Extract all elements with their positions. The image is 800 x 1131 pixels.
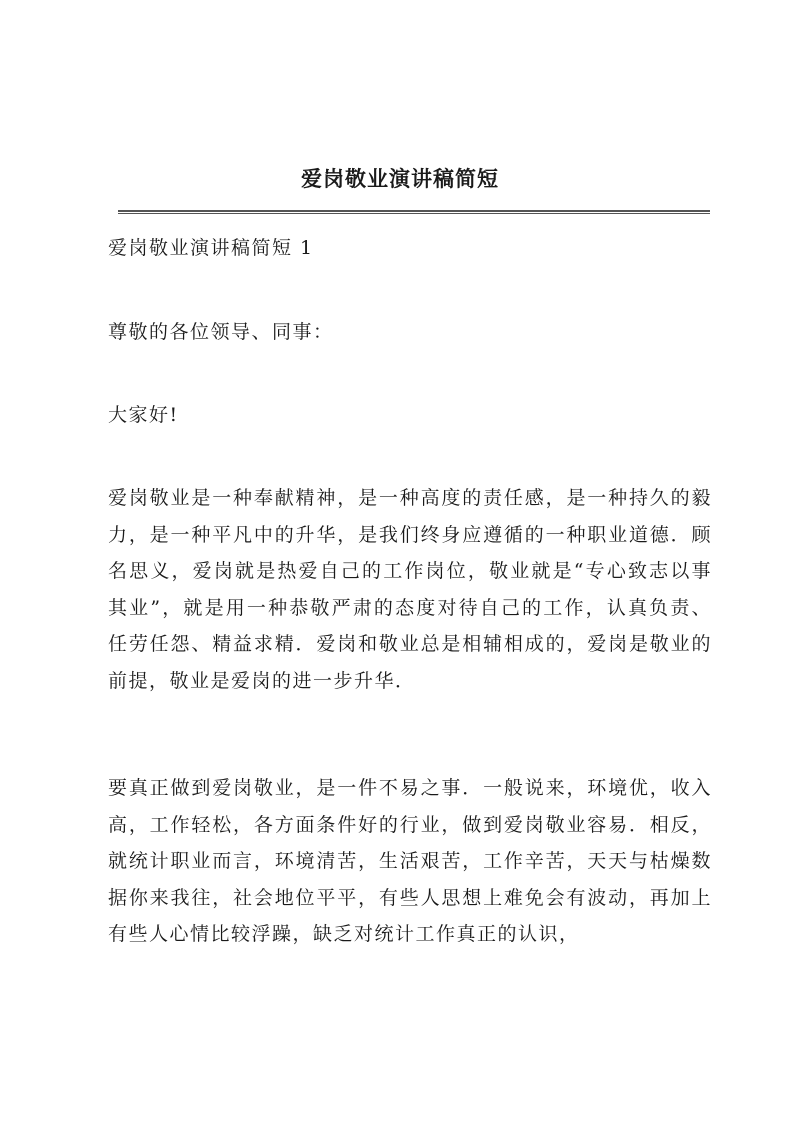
title-divider [118,210,710,214]
document-title: 爱岗敬业演讲稿简短 [301,166,499,191]
body-paragraph-2: 要真正做到爱岗敬业，是一件不易之事．一般说来，环境优，收入高，工作轻松，各方面条件好的行业，做到爱岗敬业容易．相反，就统计职业而言，环境清苦，生活艰苦，工作辛苦，天天与枯燥数据你来我往，社会地位平平，有些人思想上难免会有波动，再加上有些人心情比较浮躁，缺乏对统计工作真正的认识， [108,777,712,945]
greeting: 大家好! [108,404,179,426]
salutation: 尊敬的各位领导、同事： [108,321,334,343]
body-paragraph-1: 爱岗敬业是一种奉献精神，是一种高度的责任感，是一种持久的毅力，是一种平凡中的升华，是我们终身应遵循的一种职业道德．顾名思义，爱岗就是热爱自己的工作岗位，敬业就是“专心致志以事其业”，就是用一种恭敬严肃的态度对待自己的工作，认真负责、任劳任怨、精益求精．爱岗和敬业总是相辅相成的，爱岗是敬业的前提，敬业是爱岗的进一步升华． [108,487,712,692]
section-heading: 爱岗敬业演讲稿简短 1 [108,237,314,259]
